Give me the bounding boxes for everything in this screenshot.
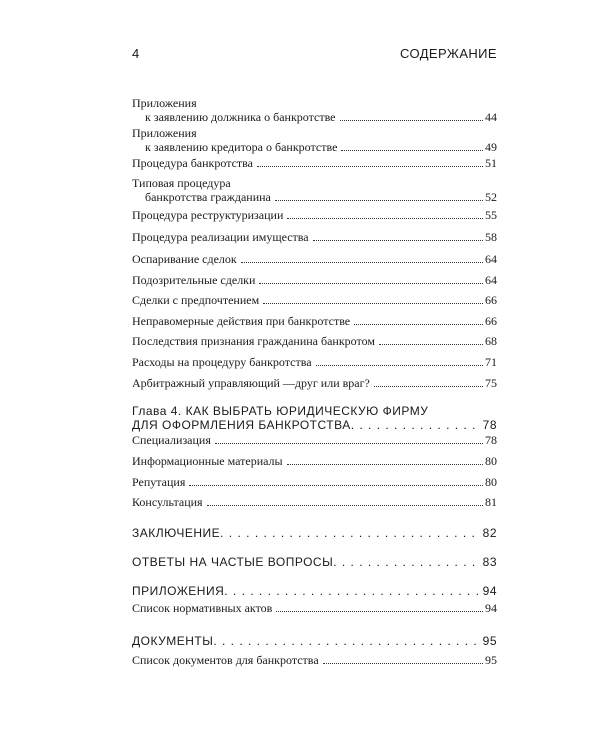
toc-dot-leader <box>224 584 480 598</box>
toc-entry-consultation[interactable] <box>132 495 497 509</box>
toc-page-number: 94 <box>485 601 497 615</box>
toc-entry-normative-acts[interactable] <box>132 601 497 615</box>
toc-page-number: 52 <box>485 190 497 204</box>
toc-entry-title-line1: Приложения <box>132 96 197 110</box>
toc-page-number: 58 <box>485 230 497 244</box>
toc-page-number: 66 <box>485 314 497 328</box>
toc-dot-leader <box>207 504 483 506</box>
toc-entry-title: Репутация <box>132 475 186 489</box>
page-number: 4 <box>132 46 140 61</box>
toc-entry-title: к заявлению должника о банкротстве <box>145 110 336 124</box>
toc-entry-title: Консультация <box>132 495 203 509</box>
toc-page-number: 66 <box>485 293 497 307</box>
toc-page-number: 83 <box>482 555 497 569</box>
toc-entry-suspicious-deals[interactable] <box>132 273 497 287</box>
toc-page-number: 49 <box>485 140 497 154</box>
toc-entry-title: ДЛЯ ОФОРМЛЕНИЯ БАНКРОТСТВА <box>132 418 351 432</box>
toc-entry-conclusion[interactable] <box>132 526 497 540</box>
toc-entry-title: Подозрительные сделки <box>132 273 256 287</box>
toc-dot-leader <box>213 634 480 648</box>
toc-entry-title-line1: Приложения <box>132 126 197 140</box>
toc-page-number: 82 <box>482 526 497 540</box>
toc-dot-leader <box>241 261 483 263</box>
toc-dot-leader <box>275 199 483 201</box>
toc-dot-leader <box>189 484 483 486</box>
toc-entry-title: Процедура реализации имущества <box>132 230 309 244</box>
toc-entry-title-line1: Типовая процедура <box>132 176 231 190</box>
toc-dot-leader <box>351 418 481 432</box>
toc-entry-consequences[interactable] <box>132 334 497 348</box>
toc-dot-leader <box>263 302 483 304</box>
toc-dot-leader <box>341 149 483 151</box>
toc-entry-typical-procedure[interactable] <box>132 176 497 204</box>
toc-dot-leader <box>354 323 483 325</box>
toc-page-number: 80 <box>485 454 497 468</box>
toc-dot-leader <box>374 385 483 387</box>
toc-dot-leader <box>287 217 483 219</box>
toc-entry-title: ПРИЛОЖЕНИЯ <box>132 584 225 598</box>
toc-entry-title: Сделки с предпочтением <box>132 293 260 307</box>
toc-entry-title: банкротства гражданина <box>145 190 271 204</box>
toc-page-number: 51 <box>485 156 497 170</box>
toc-entry-chapter-4[interactable] <box>132 404 497 432</box>
toc-entry-title: ОТВЕТЫ НА ЧАСТЫЕ ВОПРОСЫ <box>132 555 334 569</box>
toc-page-number: 55 <box>485 208 497 222</box>
toc-dot-leader <box>257 165 483 167</box>
toc-entry-expenses[interactable] <box>132 355 497 369</box>
toc-entry-unlawful-actions[interactable] <box>132 314 497 328</box>
toc-dot-leader <box>333 555 480 569</box>
toc-page-number: 94 <box>482 584 497 598</box>
toc-dot-leader <box>215 442 483 444</box>
toc-entry-specialization[interactable] <box>132 433 497 447</box>
toc-entry-info-materials[interactable] <box>132 454 497 468</box>
toc-page-number: 78 <box>485 433 497 447</box>
toc-entry-arbitration-manager[interactable] <box>132 376 497 390</box>
toc-page-number: 75 <box>485 376 497 390</box>
toc-entry-preference-deals[interactable] <box>132 293 497 307</box>
toc-entry-title: к заявлению кредитора о банкротстве <box>145 140 338 154</box>
toc-entry-title: Последствия признания гражданина банкротом <box>132 334 375 348</box>
toc-page-number: 71 <box>485 355 497 369</box>
toc-entry-title-line1: Глава 4. КАК ВЫБРАТЬ ЮРИДИЧЕСКУЮ ФИРМУ <box>132 404 429 418</box>
toc-entry-faq[interactable] <box>132 555 497 569</box>
toc-entry-title: Оспаривание сделок <box>132 252 237 266</box>
toc-entry-title: Расходы на процедуру банкротства <box>132 355 312 369</box>
toc-page-number: 81 <box>485 495 497 509</box>
toc-dot-leader <box>287 463 483 465</box>
toc-dot-leader <box>379 343 483 345</box>
toc-entry-reputation[interactable] <box>132 475 497 489</box>
toc-dot-leader <box>276 610 483 612</box>
toc-dot-leader <box>340 119 484 121</box>
toc-entry-title: ЗАКЛЮЧЕНИЕ <box>132 526 221 540</box>
toc-page-number: 64 <box>485 273 497 287</box>
toc-entry-title: Процедура реструктуризации <box>132 208 284 222</box>
toc-entry-documents[interactable] <box>132 634 497 648</box>
toc-entry-bankruptcy-procedure[interactable] <box>132 156 497 170</box>
toc-dot-leader <box>316 364 483 366</box>
toc-entry-applications-debtor[interactable] <box>132 96 497 124</box>
toc-page-number: 64 <box>485 252 497 266</box>
toc-page-number: 95 <box>485 653 497 667</box>
toc-entry-property-sale[interactable] <box>132 230 497 244</box>
toc-entry-title: Список нормативных актов <box>132 601 273 615</box>
toc-page-number: 78 <box>482 418 497 432</box>
toc-entry-title: Неправомерные действия при банкротстве <box>132 314 351 328</box>
toc-page-number: 44 <box>485 110 497 124</box>
toc-dot-leader <box>313 239 483 241</box>
toc-entry-title: Процедура банкротства <box>132 156 254 170</box>
page-header <box>132 46 497 66</box>
toc-dot-leader <box>220 526 481 540</box>
toc-dot-leader <box>323 662 483 664</box>
toc-entry-title: Специализация <box>132 433 211 447</box>
toc-page-number: 95 <box>482 634 497 648</box>
running-title: СОДЕРЖАНИЕ <box>399 46 497 61</box>
toc-page-number: 68 <box>485 334 497 348</box>
toc-entry-title: Арбитражный управляющий —друг или враг? <box>132 376 370 390</box>
toc-entry-title: Список документов для банкротства <box>132 653 319 667</box>
toc-dot-leader <box>259 282 483 284</box>
toc-entry-appendices[interactable] <box>132 584 497 598</box>
toc-entry-title: ДОКУМЕНТЫ <box>132 634 214 648</box>
toc-entry-challenging-deals[interactable] <box>132 252 497 266</box>
toc-entry-title: Информационные материалы <box>132 454 283 468</box>
toc-entry-applications-creditor[interactable] <box>132 126 497 154</box>
toc-entry-document-list[interactable] <box>132 653 497 667</box>
toc-page-number: 80 <box>485 475 497 489</box>
toc-entry-restructuring[interactable] <box>132 208 497 222</box>
